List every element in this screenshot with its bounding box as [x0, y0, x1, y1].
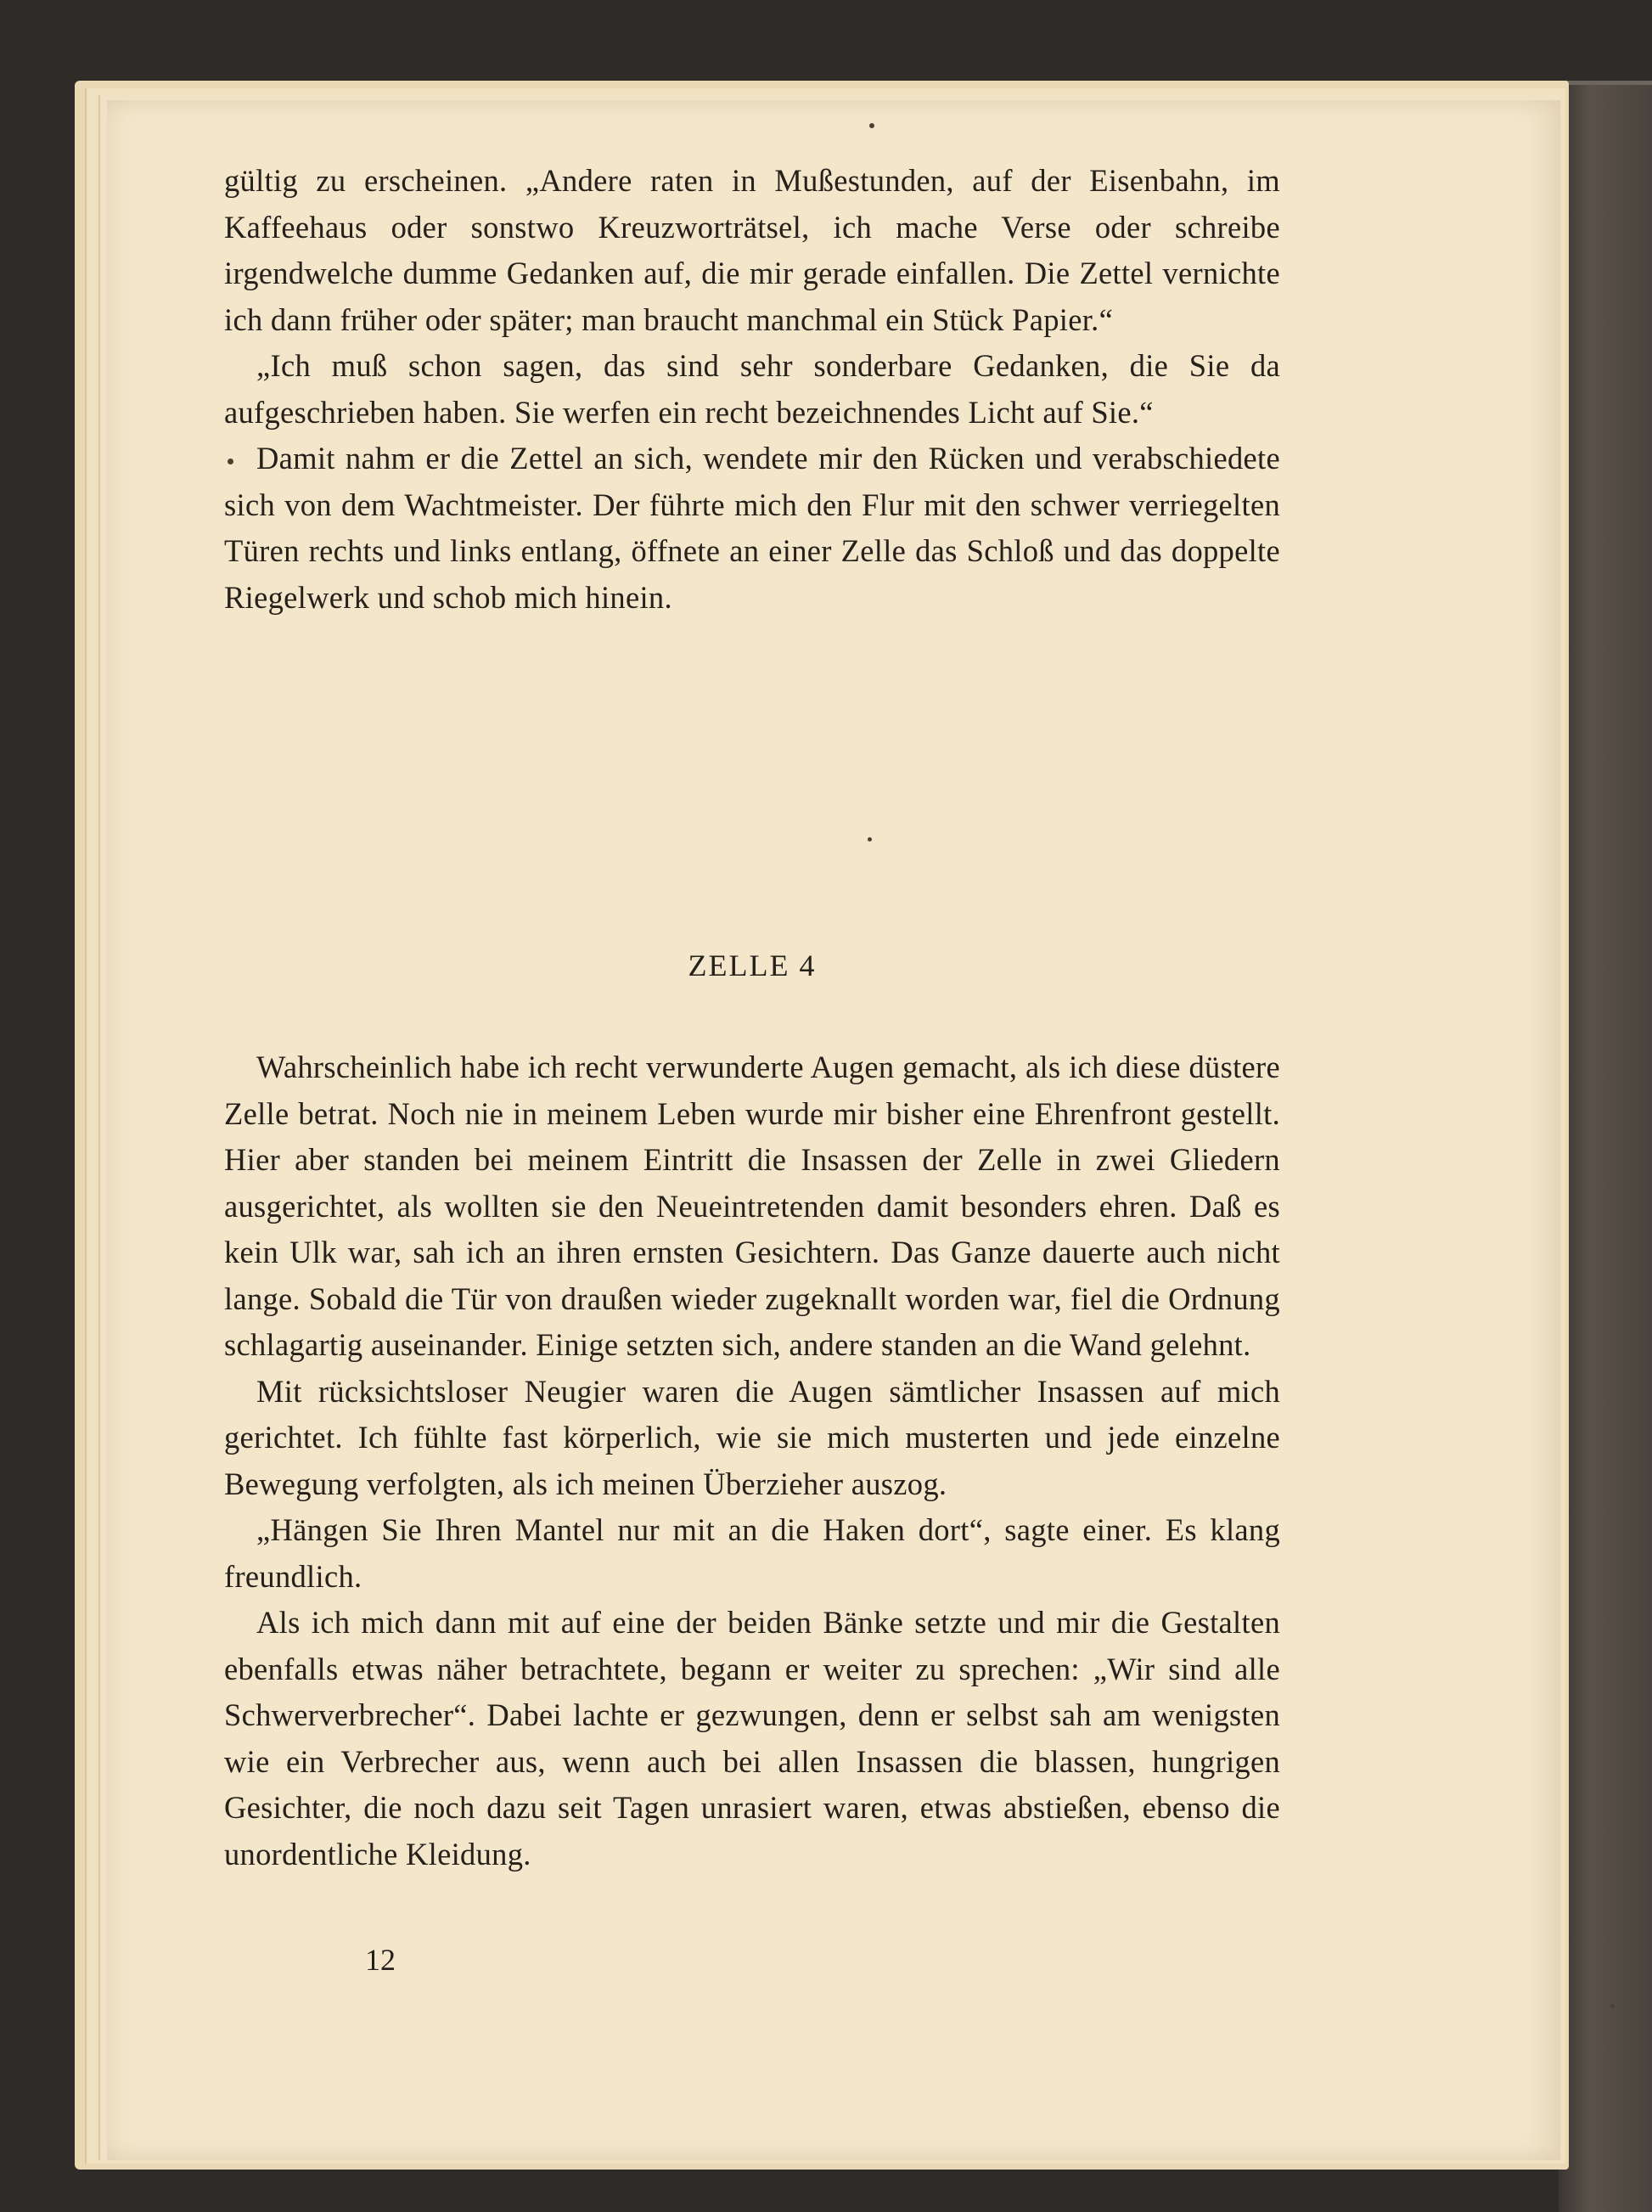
paragraph: Wahrscheinlich habe ich recht verwunderte Augen gemacht, als ich diese düstere Zelle betrat. Noch nie in meinem Leben wurde mir bisher eine Ehrenfront gestellt. Hier aber standen bei meinem Eintritt die Insassen der Zelle in zwei Gliedern ausgerichtet, als wollten sie den Neueintretenden damit besonders ehren. Daß es kein Ulk war, sah ich an ihren ernsten Gesichtern. Das Ganze dauerte auch nicht lange. Sobald die Tür von draußen wieder zugeknallt worden war, fiel die Ordnung schlagartig auseinander. Einige setzten sich, andere standen an die Wand gelehnt.: [224, 1050, 1280, 1362]
book-cover-edge: [1559, 85, 1652, 2212]
paragraph: gültig zu erscheinen. „Andere raten in Mußestunden, auf der Eisenbahn, im Kaffeehaus oder sonstwo Kreuzworträtsel, ich mache Verse oder schreibe irgendwelche dumme Gedanken auf, die mir gerade einfallen. Die Zettel vernichte ich dann früher oder später; man braucht manchmal ein Stück Papier.“: [224, 163, 1280, 337]
chapter-heading: ZELLE 4: [688, 948, 817, 982]
body-text-top: [224, 158, 1280, 621]
paragraph: Mit rücksichtsloser Neugier waren die Augen sämtlicher Insassen auf mich gerichtet. Ich fühlte fast körperlich, wie sie mich musterten und jede einzelne Bewegung verfolgten, als ich meinen Überzieher auszog.: [224, 1373, 1280, 1501]
paragraph: „Hängen Sie Ihren Mantel nur mit an die Haken dort“, sagte einer. Es klang freundlich.: [224, 1512, 1280, 1594]
paper-speck: [868, 837, 872, 841]
paragraph: „Ich muß schon sagen, das sind sehr sonderbare Gedanken, die Sie da aufgeschrieben haben. Sie werfen ein recht bezeichnendes Licht auf Sie.“: [224, 348, 1280, 430]
paper-speck: [1610, 2004, 1615, 2008]
paragraph: Damit nahm er die Zettel an sich, wendete mir den Rücken und verabschiedete sich von dem Wachtmeister. Der führte mich den Flur mit den schwer verriegelten Türen rechts und links entlang, öffnete an einer Zelle das Schloß und das doppelte Riegelwerk und schob mich hinein.: [224, 441, 1280, 615]
paper-speck: [869, 123, 874, 128]
body-text-bottom: [224, 1044, 1280, 1877]
page-number: 12: [365, 1943, 396, 1977]
paragraph: Als ich mich dann mit auf eine der beiden Bänke setzte und mir die Gestalten ebenfalls etwas näher betrachtete, begann er weiter zu sprechen: „Wir sind alle Schwerverbrecher“. Dabei lachte er gezwungen, denn er selbst sah am wenigsten wie ein Verbrecher aus, wenn auch bei allen Insassen die blassen, hungrigen Gesichter, die noch dazu seit Tagen unrasiert waren, etwas abstießen, ebenso die unordentliche Kleidung.: [224, 1605, 1280, 1871]
